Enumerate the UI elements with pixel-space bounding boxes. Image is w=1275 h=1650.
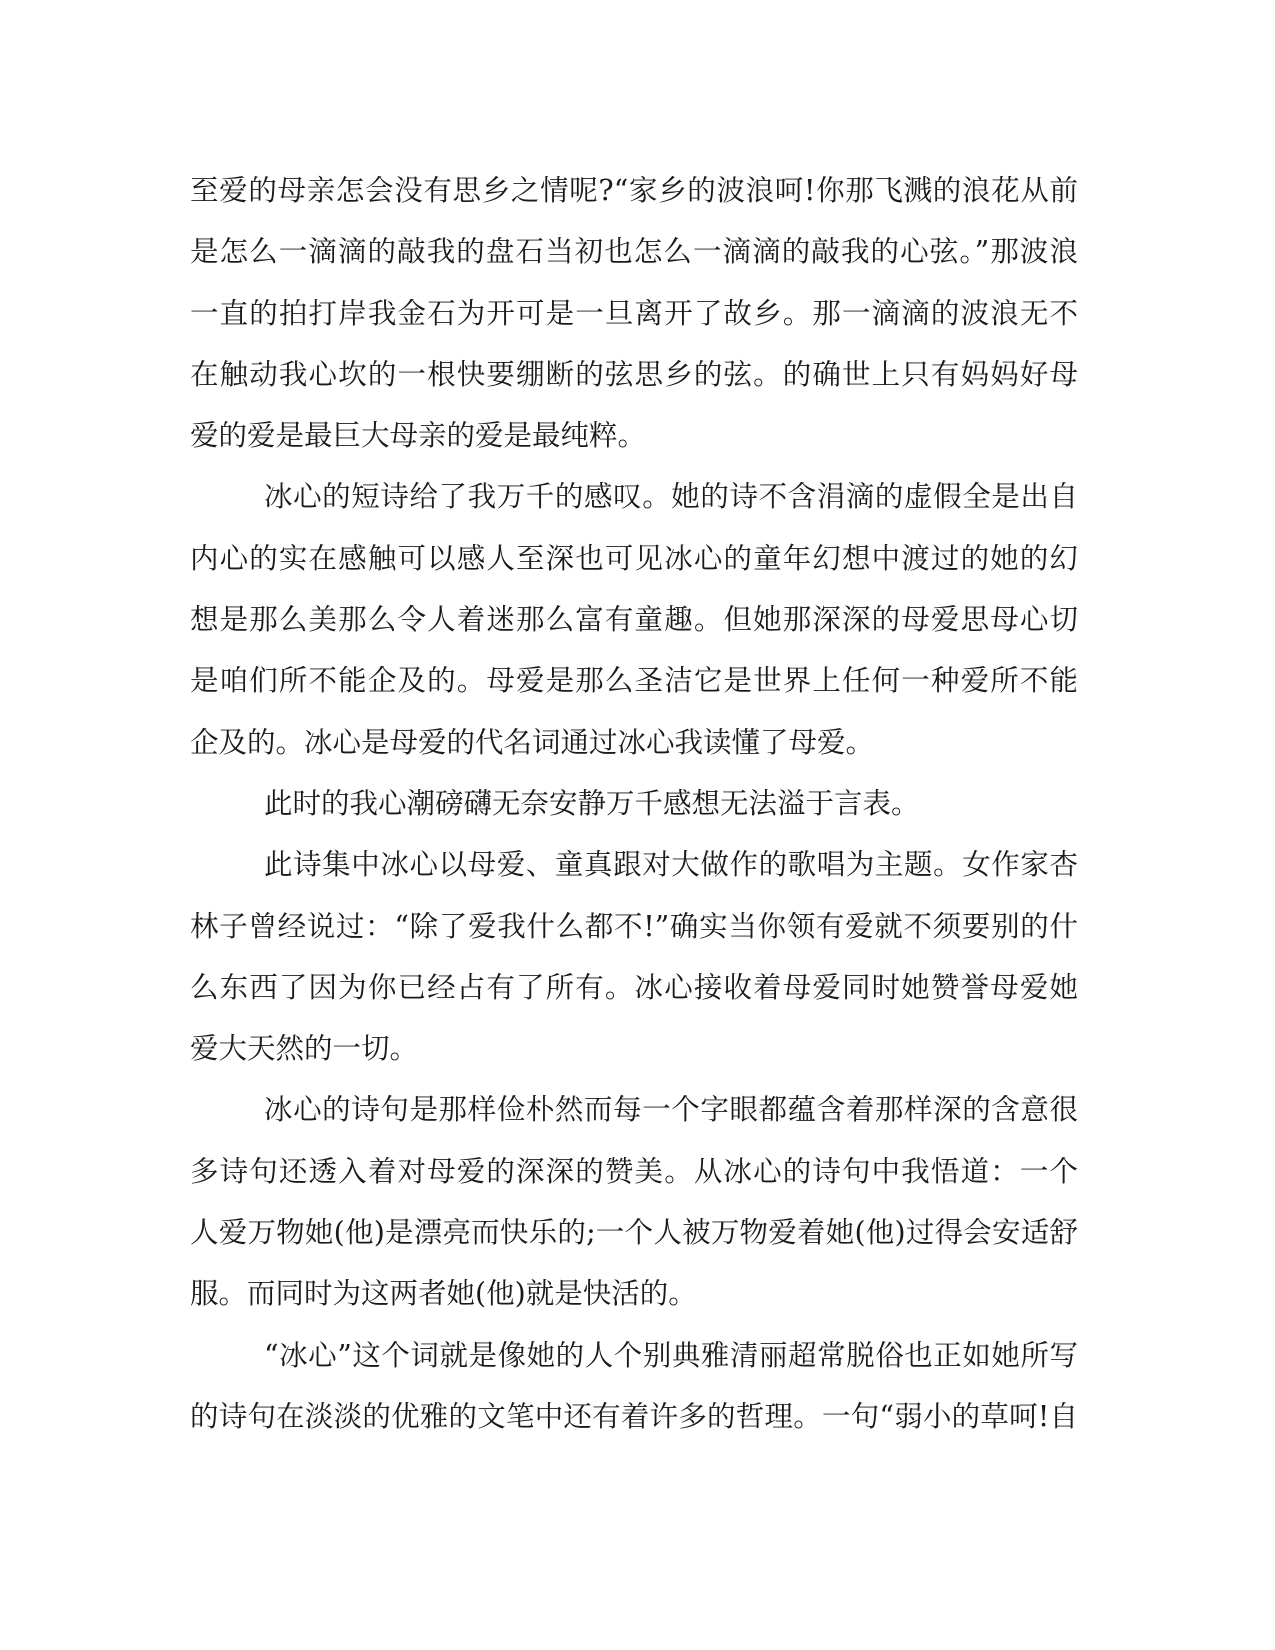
text-line: 么东西了因为你已经占有了所有。冰心接收着母爱同时她赞誉母爱她 [190, 970, 1078, 1004]
text-line: 冰心的短诗给了我万千的感叹。她的诗不含涓滴的虚假全是出自 [264, 480, 1078, 514]
text-line: 是咱们所不能企及的。母爱是那么圣洁它是世界上任何一种爱所不能 [190, 664, 1078, 698]
text-line: 多诗句还透入着对母爱的深深的赞美。从冰心的诗句中我悟道：一个 [190, 1154, 1078, 1188]
document-body [190, 160, 1078, 1447]
text-line: 一直的拍打岸我金石为开可是一旦离开了故乡。那一滴滴的波浪无不 [190, 296, 1078, 330]
text-line: 是怎么一滴滴的敲我的盘石当初也怎么一滴滴的敲我的心弦。”那波浪 [190, 235, 1078, 269]
text-line: 人爱万物她(他)是漂亮而快乐的;一个人被万物爱着她(他)过得会安适舒 [190, 1216, 1078, 1250]
text-line: 企及的。冰心是母爱的代名词通过冰心我读懂了母爱。 [190, 725, 875, 759]
text-line: 爱的爱是最巨大母亲的爱是最纯粹。 [190, 419, 647, 453]
text-line: 爱大天然的一切。 [190, 1032, 419, 1066]
text-line: 至爱的母亲怎会没有思乡之情呢?“家乡的波浪呵!你那飞溅的浪花从前 [190, 174, 1078, 207]
text-line: 想是那么美那么令人着迷那么富有童趣。但她那深深的母爱思母心切 [190, 603, 1078, 637]
text-line: 服。而同时为这两者她(他)就是快活的。 [190, 1277, 697, 1311]
text-line: 此时的我心潮磅礴无奈安静万千感想无法溢于言表。 [264, 786, 920, 820]
text-line: 的诗句在淡淡的优雅的文笔中还有着许多的哲理。一句“弱小的草呵!自 [190, 1399, 1078, 1433]
text-line: 此诗集中冰心以母爱、童真跟对大做作的歌唱为主题。女作家杏 [264, 848, 1078, 882]
text-line: 内心的实在感触可以感人至深也可见冰心的童年幻想中渡过的她的幻 [190, 541, 1078, 575]
text-line: 林子曾经说过：“除了爱我什么都不!”确实当你领有爱就不须要别的什 [190, 909, 1078, 943]
text-line: 冰心的诗句是那样俭朴然而每一个字眼都蕴含着那样深的含意很 [264, 1093, 1078, 1127]
text-line: 在触动我心坎的一根快要绷断的弦思乡的弦。的确世上只有妈妈好母 [190, 357, 1078, 391]
text-line: “冰心”这个词就是像她的人个别典雅清丽超常脱俗也正如她所写 [264, 1338, 1078, 1372]
